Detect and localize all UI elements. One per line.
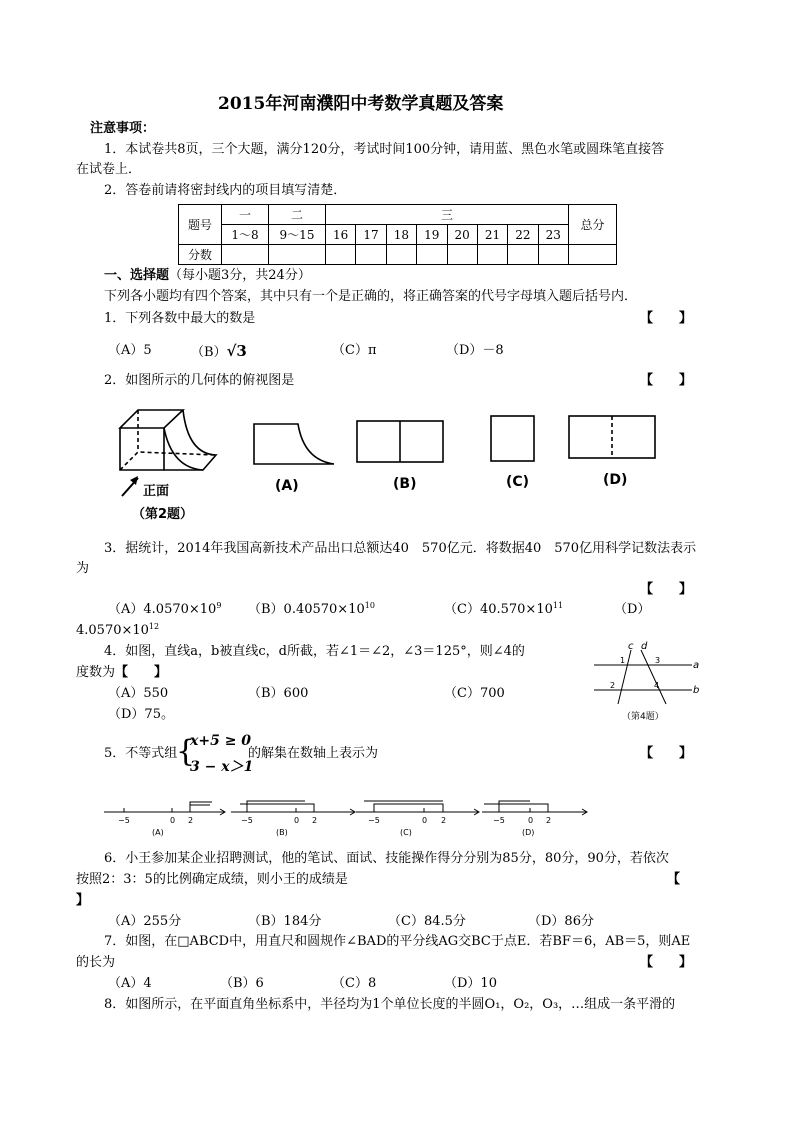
answer-bracket[interactable]: 【 】 — [640, 582, 693, 597]
q7-stem: 7．如图，在□ABCD中，用直尺和圆规作∠BAD的平分线AG交BC于点E．若BF＝6，AB＝5，则AE — [104, 934, 691, 949]
fig4-label-a: a — [693, 660, 700, 671]
fig4-angle-2: 2 — [610, 681, 616, 690]
section-instruction: 下列各小题均有四个答案，其中只有一个是正确的，将正确答案的代号字母填入题后括号内． — [104, 289, 638, 304]
q3-option-c — [444, 602, 563, 618]
q6-option-b: （B）184分 — [248, 914, 322, 929]
option-label: (A) — [152, 828, 164, 837]
q2-stem: 2．如图所示的几何体的俯视图是 — [104, 373, 295, 388]
tick-label: 0 — [422, 816, 428, 825]
table-cell-num: 16 — [326, 225, 356, 245]
tick-label: 0 — [528, 816, 534, 825]
q5-stem-suffix: 的解集在数轴上表示为 — [248, 746, 379, 761]
q3-d-exp: 12 — [148, 622, 160, 631]
tick-label: 0 — [294, 816, 300, 825]
q6-stem-cont: 按照2：3：5的比例确定成绩，则小王的成绩是 — [76, 872, 348, 887]
answer-bracket-open[interactable]: 【 — [667, 872, 681, 887]
q6-option-d: （D）86分 — [528, 914, 594, 929]
score-blank[interactable] — [538, 245, 568, 265]
option-label: (B) — [393, 476, 417, 492]
table-cell-num: 22 — [508, 225, 538, 245]
tick-label: −5 — [368, 816, 380, 825]
table-cell-num: 19 — [417, 225, 447, 245]
table-cell-er-range: 9～15 — [269, 225, 326, 245]
q3-stem-cont: 为 — [76, 561, 90, 576]
q1-option-c: （C）π — [332, 343, 377, 358]
score-blank[interactable] — [356, 245, 386, 265]
tick-label: 2 — [546, 816, 552, 825]
table-cell-num: 20 — [447, 225, 477, 245]
q1-option-b-prefix: （B） — [191, 345, 227, 360]
answer-bracket[interactable]: 【 】 — [640, 746, 693, 761]
q6-stem: 6．小王参加某企业招聘测试，他的笔试、面试、技能操作得分分别为85分，80分，90分，若依次 — [104, 851, 669, 866]
fig4-angle-3: 3 — [655, 656, 661, 665]
tick-label: −5 — [493, 816, 505, 825]
table-header-san: 三 — [326, 205, 569, 225]
q1-stem: 1．下列各数中最大的数是 — [104, 311, 256, 326]
option-label: (C) — [506, 474, 530, 490]
q1-option-d: （D）－8 — [446, 343, 504, 358]
answer-bracket[interactable]: 【 】 — [115, 665, 168, 680]
score-blank[interactable] — [447, 245, 477, 265]
q3-option-b — [248, 602, 375, 618]
q4-stem-text: 度数为 — [76, 665, 116, 680]
q4-figure — [592, 638, 704, 723]
solid-drawing — [120, 410, 216, 470]
q4-stem-cont — [76, 665, 167, 681]
section-heading — [104, 268, 311, 284]
fig4-label-b: b — [693, 685, 700, 696]
table-header-tihao: 题号 — [179, 205, 222, 245]
tick-label: −5 — [118, 816, 130, 825]
tick-label: 2 — [188, 816, 194, 825]
q1-option-b-radical: √3 — [226, 342, 247, 360]
q6-option-c: （C）84.5分 — [388, 914, 466, 929]
score-blank[interactable] — [477, 245, 507, 265]
fig4-angle-4: 4 — [654, 681, 660, 690]
arrow-icon — [122, 476, 138, 496]
fig2-caption: （第2题） — [132, 507, 194, 522]
q4-stem: 4．如图，直线a，b被直线c，d所截，若∠1＝∠2，∠3＝125°，则∠4的 — [104, 644, 525, 659]
table-cell-fenshu: 分数 — [179, 245, 222, 265]
score-blank[interactable] — [508, 245, 538, 265]
section-title: 一、选择题 — [104, 268, 170, 283]
q7-stem-cont: 的长为 — [76, 955, 116, 970]
score-blank[interactable] — [417, 245, 447, 265]
option-label: (D) — [603, 472, 628, 488]
tick-label: 2 — [312, 816, 318, 825]
notice-item-1-cont: 在试卷上． — [76, 162, 142, 177]
line-d — [641, 650, 666, 704]
score-blank[interactable] — [222, 245, 269, 265]
q2-figure — [108, 400, 668, 525]
q4-option-b: （B）600 — [248, 686, 309, 701]
option-label: (C) — [400, 828, 412, 837]
section-note: （每小题3分，共24分） — [169, 268, 311, 283]
table-header-er: 二 — [269, 205, 326, 225]
table-cell-num: 18 — [386, 225, 416, 245]
q1-option-a: （A）5 — [108, 343, 152, 358]
table-header-yi: 一 — [222, 205, 269, 225]
q3-c-text: （C）40.570×10 — [444, 602, 553, 617]
q5-inequality-2: 3 − x＞1 — [190, 759, 254, 775]
notice-item-1: 1．本试卷共8页，三个大题，满分120分，考试时间100分钟，请用蓝、黑色水笔或圆珠笔直接答 — [104, 142, 665, 157]
answer-bracket[interactable]: 【 】 — [640, 311, 693, 326]
q3-a-exp: 9 — [216, 601, 222, 610]
q7-option-a: （A）4 — [108, 976, 152, 991]
score-table — [178, 204, 617, 265]
q3-stem: 3．据统计，2014年我国高新技术产品出口总额达40 570亿元．将数据40 570亿用科学记数法表示 — [104, 541, 697, 556]
q7-option-b: （B）6 — [220, 976, 264, 991]
fig4-angle-1: 1 — [620, 656, 626, 665]
table-cell-yi-range: 1～8 — [222, 225, 269, 245]
q3-b-text: （B）0.40570×10 — [248, 602, 365, 617]
brace-icon: { — [176, 734, 196, 769]
q3-option-a — [108, 602, 221, 618]
q5-stem-prefix: 5．不等式组 — [104, 746, 178, 761]
q6-option-a: （A）255分 — [108, 914, 182, 929]
q7-option-d: （D）10 — [444, 976, 497, 991]
q5-number-lines — [100, 796, 595, 838]
notice-item-2: 2．答卷前请将密封线内的项目填写清楚． — [104, 183, 347, 198]
tick-label: −5 — [241, 816, 253, 825]
q1-option-b — [191, 343, 247, 361]
score-blank[interactable] — [569, 245, 617, 265]
option-label: (B) — [276, 828, 288, 837]
table-header-zongfen: 总分 — [569, 205, 617, 245]
q3-c-exp: 11 — [552, 601, 564, 610]
score-blank[interactable] — [269, 245, 326, 265]
q5-inequality-1: x+5 ≥ 0 — [190, 733, 252, 749]
option-label: (D) — [522, 828, 535, 837]
tick-label: 0 — [170, 816, 176, 825]
q3-option-d-value — [76, 623, 159, 639]
q3-a-text: （A）4.0570×10 — [108, 602, 217, 617]
fig4-label-d: d — [641, 641, 648, 652]
option-a-shape — [254, 424, 334, 464]
option-label: (A) — [275, 478, 299, 494]
q4-option-c: （C）700 — [444, 686, 505, 701]
answer-bracket-close[interactable]: 】 — [76, 893, 90, 908]
q3-b-exp: 10 — [364, 601, 375, 610]
tick-label: 2 — [441, 816, 447, 825]
q8-stem: 8．如图所示，在平面直角坐标系中，半径均为1个单位长度的半圆O₁，O₂，O₃，…组成一条平滑的 — [104, 997, 676, 1012]
answer-bracket[interactable]: 【 】 — [640, 373, 693, 388]
q7-option-c: （C）8 — [332, 976, 377, 991]
fig4-caption: （第4题） — [622, 712, 664, 722]
front-label: 正面 — [143, 484, 170, 499]
score-blank[interactable] — [386, 245, 416, 265]
q4-option-d: （D）75。 — [108, 707, 174, 722]
notice-heading: 注意事项： — [90, 121, 156, 136]
q3-d-text: 4.0570×10 — [76, 623, 149, 638]
q4-option-a: （A）550 — [108, 686, 169, 701]
page-title: 2015年河南濮阳中考数学真题及答案 — [218, 94, 504, 114]
table-cell-num: 23 — [538, 225, 568, 245]
table-cell-num: 21 — [477, 225, 507, 245]
option-c-shape — [491, 416, 534, 461]
q3-option-d: （D） — [614, 602, 651, 617]
table-cell-num: 17 — [356, 225, 386, 245]
fig4-label-c: c — [628, 641, 634, 652]
score-blank[interactable] — [326, 245, 356, 265]
answer-bracket[interactable]: 【 】 — [640, 955, 693, 970]
